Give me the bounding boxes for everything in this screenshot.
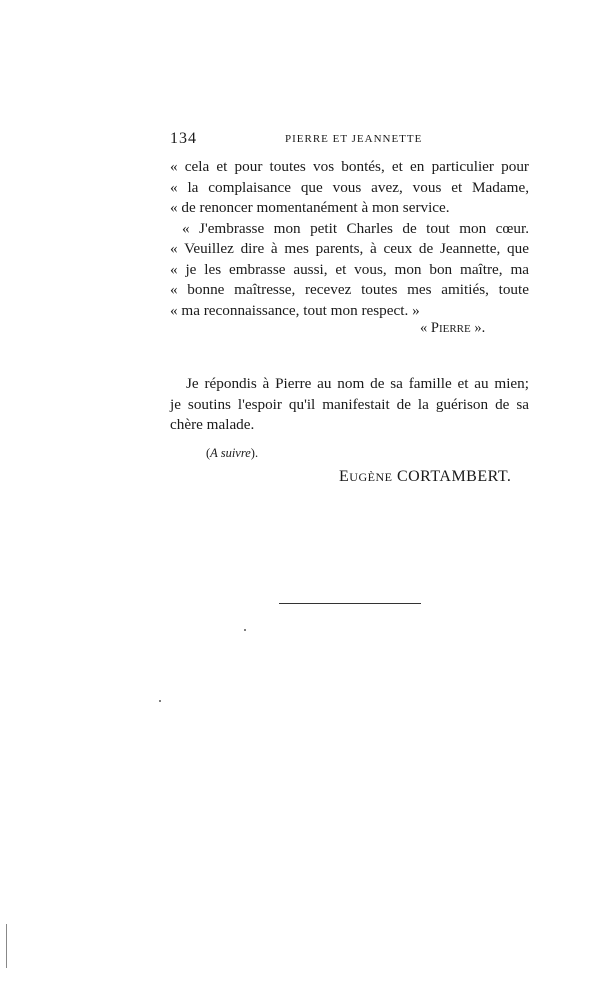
signature-rest: IERRE [438, 323, 471, 335]
letter-line: « bonne maîtresse, recevez toutes mes amitiés, toute [170, 281, 529, 298]
end-rule [279, 603, 421, 604]
reply-paragraph [170, 374, 529, 436]
signature-initial: P [430, 320, 439, 336]
letter-signature: « PIERRE ». [420, 320, 486, 336]
letter-line: « cela et pour toutes vos bontés, et en particulier pour [170, 158, 529, 175]
letter-line: « Veuillez dire à mes parents, à ceux de Jeannette, que [170, 240, 529, 257]
page-speck [244, 629, 246, 631]
page-speck [159, 700, 161, 702]
author-last-name: CORTAMBERT. [396, 468, 512, 485]
letter-line: « J'embrasse mon petit Charles de tout mon cœur. [182, 219, 529, 237]
margin-mark [6, 924, 7, 968]
letter-text [170, 157, 529, 321]
running-head: PIERRE ET JEANNETTE [285, 133, 423, 145]
reply-line: chère malade. [170, 416, 255, 433]
letter-line: « je les embrasse aussi, et vous, mon bon maître, ma [170, 260, 529, 278]
letter-line: « ma reconnaissance, tout mon respect. » [170, 301, 420, 319]
to-be-continued-text: A suivre [210, 446, 251, 460]
author-first-initial: E [339, 468, 350, 485]
page-number: 134 [170, 130, 197, 147]
letter-line: « la complaisance que vous avez, vous et Madame, [170, 178, 529, 196]
reply-line: Je répondis à Pierre au nom de sa famille et au mien; [186, 375, 529, 392]
reply-line: je soutins l'espoir qu'il manifestait de la guérison de sa [170, 395, 529, 413]
to-be-continued: (A suivre). [206, 446, 259, 460]
author-name [339, 468, 511, 486]
author-first-rest: UGÈNE [349, 470, 393, 484]
letter-line: « de renoncer momentanément à mon service. [170, 199, 450, 216]
